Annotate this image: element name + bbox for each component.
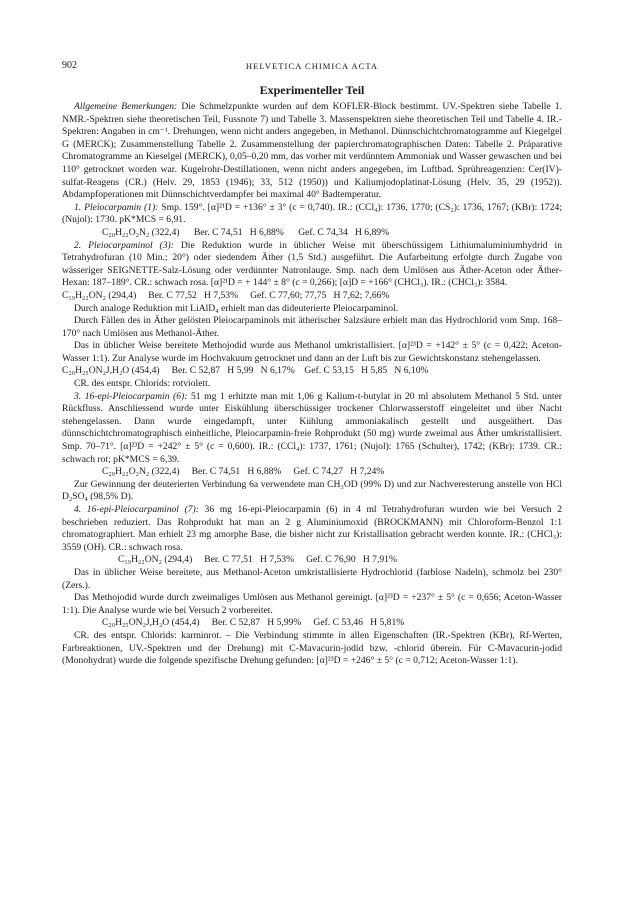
document-body <box>62 101 562 668</box>
paragraph-1 <box>62 202 562 227</box>
paragraph-6: CR. des entspr. Chlorids: rotviolett. <box>74 378 211 390</box>
paragraph-12: CR. des entspr. Chlorids: karminrot. – Die Verbindung stimmte in allen Eigenschaften (IR.-Spektren (KBr), Rf-Werten, Farbreaktionen, UV.-Spektren und der Drehung) mit C-Mavacurin-jodid bzw. -chlorid überein. Für C-Mavacurin-jodid (Monohydrat) wurde die folgende spezifische Drehung gefunden: [α]²³D = +246° ± 5° (c = 0,712; Aceton-Wasser 1:1). <box>62 629 562 667</box>
paragraph-5: Das in üblicher Weise bereitete Methojodid wurde aus Methanol umkristallisiert. [α]²³D = +142° ± 5° (c = 0,422; Aceton-Wasser 1:1). Zur Analyse wurde im Hochvakuum getrocknet und dann an der Luft bis zur Gewichtskonstanz stehengelassen. <box>62 340 562 364</box>
page-number: 902 <box>62 60 77 71</box>
paragraph-lead: 2. Pleiocarpaminol (3): <box>74 239 174 251</box>
analysis-formula: C₂₀H₂₂O₂N₂ (322,4) Ber. C 74,51 H 6,88% Gef. C 74,34 H 6,89% <box>102 226 390 238</box>
analysis-formula: C₂₀H₂₂O₂N₂ (322,4) Ber. C 74,51 H 6,88% Gef. C 74,27 H 7,24% <box>102 466 385 478</box>
section-title: Experimenteller Teil <box>259 83 365 97</box>
paragraph-4: Durch Fällen des in Äther gelösten Pleiocarpaminols mit ätherischer Salzsäure erhielt man das Hydrochlorid vom Smp. 168–170° nach Umlösen aus Methanol-Äther. <box>62 315 562 339</box>
paragraph-text: Die Schmelzpunkte wurden auf dem KOFLER-Block bestimmt. UV.-Spektren siehe Tabelle 1. NMR.-Spektren siehe theoretischen Teil, Fussnote 7) und Tabelle 3. Massenspektren siehe theoretischen Teil und Tabelle 4. IR.-Spektren: Angaben in cm⁻¹. Drehungen, wenn nicht anders angegeben, in Methanol. Dünnschichtchromatogramme auf Kiegelgel G (MERCK); Zusammenstellung Tabelle 2. Zusammenstellung der papierchromatographischen Daten: Tabelle 2. Präparative Chromatogramme an Kieselgel (MERCK), 0,05–0,20 mm, das vorher mit verdünntem Ammoniak und Wasser gewaschen und bei 110° getrocknet worden war. Kugelrohr-Destillationen, wenn nicht anders angegeben, im Luftbad. Sprühreagenzien: Cer(IV)-sulfat-Reagens (CR.) (Helv. 29, 1853 (1946); 33, 512 (1950)) und Kaliumjodoplatinat-Lösung (Helv. 35, 29 (1952)). Abdampfoperationen mit Dünnschichtverdampfer bei maximal 40° Badtemperatur. <box>62 101 562 201</box>
paragraph-7 <box>62 391 562 467</box>
analysis-formula: C₂₀H₂₅ON₂J,H₂O (454,4) Ber. C 52,87 H 5,99 N 6,17% Gef. C 53,15 H 5,85 N 6,10% <box>62 365 429 377</box>
analysis-formula: C₂₀H₂₅ON₂J,H₂O (454,4) Ber. C 52,87 H 5,99% Gef. C 53,46 H 5,81% <box>102 617 405 629</box>
paragraph-text: Die Reduktion wurde in üblicher Weise mit überschüssigem Lithiumaluminiumhydrid in Tetrahydrofuran (10 Min.; 20°) oder siedendem Äther (1,5 Std.) ausgeführt. Die Aufarbeitung erfolgte durch Zugabe von wässeriger SEIGNETTE-Salz-Lösung oder verdünnter Natronlauge. Smp. nach dem Umlösen aus Äther-Aceton oder Äther-Hexan: 187–189°. CR.: schwach rosa. [α]²¹D = + 144° ± 8° (c = 0,266); [α]D = +166° (CHCl₃). IR.: (CHCl₃): 3584. <box>62 239 562 289</box>
paragraph-text: 51 mg 1 erhitzte man mit 1,06 g Kalium-t-butylat in 20 ml absolutem Methanol 5 Std. unter Rückfluss. Anschliessend wurde unter Eiskühlung überschüssiger trockener Chlorwasserstoff eingeleitet und über Nacht stehengelassen. Dann wurde eingedampft, unter Kühlung ammoniakalisch gestellt und ausgeäthert. Das dünnschichtchromatographisch einheitliche, Pleiocarpamin-freie Rohprodukt (50 mg) wurde zweimal aus Äther umkristallisiert. Smp. 70–71°. [α]²³D = +242° ± 5° (c = 0,600). IR.: (CCl₄): 1737, 1761; (Nujol): 1765 (Schulter), 1742; (KBr): 1739. CR.: schwach rot; pK*MCS = 6,39. <box>62 390 562 465</box>
paragraph-lead: 3. 16-epi-Pleiocarpamin (6): <box>74 390 188 402</box>
paragraph-lead: 4. 16-epi-Pleiocarpaminol (7): <box>74 504 199 515</box>
paragraph-11: Das Methojodid wurde durch zweimaliges Umlösen aus Methanol gereinigt. [α]²³D = +237° ± 5° (c = 0,656; Aceton-Wasser 1:1). Die Analyse wurde wie bei Versuch 2 vorbereitet. <box>62 592 562 616</box>
paragraph-general <box>62 101 562 202</box>
paragraph-8: Zur Gewinnung der deuterierten Verbindung 6a verwendete man CH₃OD (99% D) und zur Nachveresterung anstelle von HCl D₂SO₄ (98,5% D). <box>62 478 562 503</box>
paragraph-3: Durch analoge Reduktion mit LiAlD₄ erhielt man das dideuterierte Pleiocarpaminol. <box>74 302 399 314</box>
journal-title: HELVETICA CHIMICA ACTA <box>245 61 379 71</box>
running-header <box>62 60 562 72</box>
paragraph-2 <box>62 240 562 290</box>
paragraph-10: Das in üblicher Weise bereitete, aus Methanol-Aceton umkristallisierte Hydrochlorid (farblose Nadeln), schmolz bei 230° (Zers.). <box>62 566 562 591</box>
paragraph-text: 36 mg 16-epi-Pleiocarpamin (6) in 4 ml Tetrahydrofuran wurden wie bei Versuch 2 beschrieben reduziert. Das Rohprodukt hat man an 2 g Aluminiumoxid (BROCKMANN) mit Chloroform-Benzol 1:1 chromatographiert. Man erhielt 23 mg amorphe Base, die bisher nicht zur Kristallisation gebracht werden konnte. IR.: (CHCl₃): 3559 (OH). CR.: schwach rosa. <box>62 504 562 553</box>
paragraph-9 <box>62 504 562 554</box>
paragraph-lead: 1. Pleiocarpamin (1): <box>74 201 159 213</box>
analysis-formula: C₁₉H₂₂ON₂ (294,4) Ber. C 77,51 H 7,53% Gef. C 76,90 H 7,91% <box>118 554 397 566</box>
paragraph-text: Smp. 159°. [α]²¹D = +136° ± 3° (c = 0,740). IR.: (CCl₄): 1736, 1770; (CS₂): 1736, 1767; (KBr): 1724; (Nujol): 1730. pK*MCS = 6,91. <box>62 201 562 226</box>
analysis-formula: C₁₉H₂₂ON₂ (294,4) Ber. C 77,52 H 7,53% Gef. C 77,60; 77,75 H 7,62; 7,66% <box>62 289 390 301</box>
paragraph-lead: Allgemeine Bemerkungen: <box>74 101 178 112</box>
